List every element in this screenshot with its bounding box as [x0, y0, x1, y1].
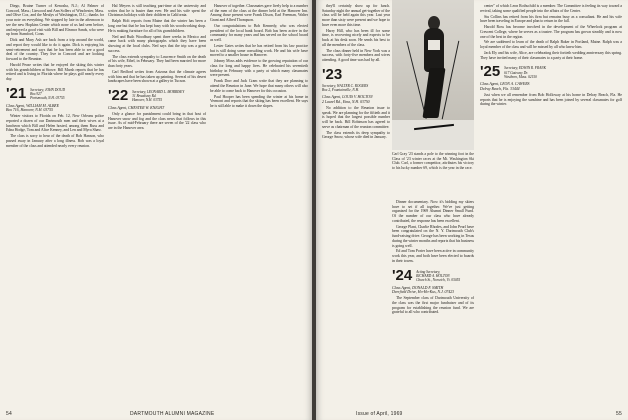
paragraph: Just when we all remember from Bob Holloway at his home in Delray Beach, Fla. He reports that he is enjoying the sunshine and has been joined by several classmates for golf during the winter.: [480, 93, 622, 107]
paragraph: they'll certainly show up for lunch. Saturday night the annual get-together of the class will be held again this year. Last year more than sixty were present and we hope to have even more this time.: [322, 4, 390, 27]
paragraph: Johnny Moss adds evidence to the growing reputation of our class for long and happy lives. He celebrated his seventieth birthday in February with a party at which many classmates were present.: [210, 59, 308, 78]
left-column-1: [6, 4, 104, 402]
left-page: [0, 0, 312, 420]
paragraph: Dick and Mary Ash are back from a trip around the world, and report they would like to do it again. Dick is enjoying his semi-retirement and says that he has been able to see a good deal of the country. They live in Concord and are looking forward to the Reunion.: [6, 38, 104, 61]
class-header-25: [480, 64, 622, 79]
skier-body: [424, 28, 444, 72]
paragraph: Our congratulations to Bob Kennedy, who was elected president of the local bank board. Bob has been active in the community for many years and has served on the school board as well.: [210, 24, 308, 43]
class-year: '25: [480, 63, 501, 81]
skier-legs: [422, 68, 445, 118]
class-year: '24: [392, 266, 413, 284]
paragraph: The class dinner held in New York was a success, with forty-five members and wives attending. A good time was had by all.: [322, 48, 390, 63]
page-number: 54: [6, 411, 12, 417]
skier-photo: [392, 0, 474, 150]
paragraph: Ned and Ruth Woodbury spent three weeks in Mexico and came back with many photographs which they have been showing at the local clubs. Ned says that the trip was a great success.: [108, 34, 206, 53]
class-year: '21: [6, 84, 27, 102]
class-secretary-info: Secretary, LEONARD L. MORRISEY 31 Broadway Rd. Hanover, N.H. 03755: [132, 90, 185, 103]
right-column-1: [322, 4, 390, 402]
issue-date-footer: Issue of April, 1969: [356, 411, 403, 417]
left-column-3: [210, 4, 308, 402]
right-column-3: [480, 4, 622, 402]
paragraph: Jack Ely and his wife, Alice, are celebrating their fortieth wedding anniversary this spring. They have invited many of their classmates to a party at their home.: [480, 51, 622, 60]
paragraph: center" of which Leon Rothschild is a member. The Committee is feeling its way toward a revival, taking some qualified people into the affairs of the Center.: [480, 4, 622, 13]
paragraph: Frank Dorr and Jack Cram write that they are planning to attend the Reunion in June. We hope that many others will also be able to come back to Hanover for this occasion.: [210, 79, 308, 93]
ski-pole: [442, 41, 460, 119]
class-header-21: [6, 86, 104, 101]
paragraph: Hal Meyers is still teaching part-time at the university and writes that he is busier than ever. He and his wife spent the Christmas holidays with their children in California.: [108, 4, 206, 18]
paragraph: Ed and Tom Porter have been active in community work this year, and both have been elected to boards in their towns.: [392, 249, 474, 263]
race-bib: [428, 40, 440, 50]
class-secretary-info: Secretary, WALTER C. ROGERS Box 2, Fountainville, N.H.: [322, 83, 369, 93]
paragraph: We are saddened to learn of the death of Ralph Baker in Portland, Maine. Ralph was a loyal member of the class and will be missed by all who knew him.: [480, 40, 622, 50]
class-secretary-info: Secretary, JOHN DOUD Box 927 Portsmouth, N.H. 03755: [30, 87, 65, 101]
paragraph: Diego, Bruine Turner of Kenosha, N.J.; Al Palmer of Concord, Mass.; Linwood and Ann Sollers of Winchester, Mass. and Olive Cox, and the Mealys of Washington, D.C.; thanks for your note on everything. We stopped by late in the afternoon to see the new Hopkins Center which none of us had seen before, and enjoyed a good visit with Bill and Eleanor Sands, who were up from Stamford, Conn.: [6, 4, 104, 37]
paragraph: Dinner documentary. Now it's bidding my skiers have to set if all together. We've just getting organized for the 1969 Alumni Dinner Small Fund. Of the number of our class who have already contributed, the response has been excellent.: [392, 200, 474, 223]
class-agent-line: Class Agent, CHESTER W. KNIGHT: [108, 106, 165, 110]
right-page: [316, 0, 628, 420]
paragraph: The class extends its deep sympathy to George Snow, whose wife died in January.: [322, 130, 390, 140]
class-agent-line: Class Agent, DONALD F. SMITH Deerfield Drive, Ho-Ho-Kus, N.J. 07423: [392, 285, 455, 295]
paragraph: The class extends sympathy to Lawrence Smith on the death of his wife, Ethel, in February. They had been married for more than forty years.: [108, 54, 206, 68]
paragraph: No addition to the Reunion issue to speak. We are planning for the fiftieth and it is hoped that the largest possible number will be back. Bill Robinson has agreed to serve as chairman of the reunion committee.: [322, 105, 390, 129]
class-agent-line: Class Agent, LOUIS V. HOLTON 2 Laurel Rd., Etna, N.H. 03750: [322, 95, 373, 104]
class-year: '23: [322, 65, 343, 83]
paragraph: Hanover of together. Classmates gave lively help to a number of the men of the class at the dinner held at the Hanover Inn. Among those present were Frank Dixon, Earl Freeman, Walter Grant and Alfred Thompson.: [210, 4, 308, 23]
paragraph: Stu Collins has retired from his firm but remains busy as a consultant. He and his wife have been traveling in Europe and plan to return in the fall.: [480, 14, 622, 24]
page-number: 55: [616, 411, 622, 417]
magazine-title-footer: DARTMOUTH ALUMNI MAGAZINE: [130, 411, 215, 417]
class-secretary-info: Acting Secretary, RICHARD A. HOLTON Church St., Norwich, Vt. 05055: [416, 269, 461, 282]
class-secretary-info: Secretary, EDWIN R. FRANK 617 Gateway Dr. Westboro, Mass. 02150: [504, 66, 546, 79]
class-agent-line: Class Agent, WILLIAM M. ALBEE Box 716, Hanover, N.H. 03755: [6, 103, 59, 113]
paragraph: Lester Gates writes that he has retired from his law practice but is still doing some consulting work. He and his wife have moved to a smaller house in Hanover.: [210, 44, 308, 58]
paragraph: Harold Ross has become involved in the development of the Wheelock program at Crescent College, where he serves as a trustee. The program has grown steadily and is now one of the best in the region.: [480, 25, 622, 39]
paragraph: Harry Hill, who has been ill for some time, is recovering nicely and expects to be back at his desk soon. He sends his best to all the members of the class.: [322, 28, 390, 47]
snow-slope: [392, 120, 474, 150]
paragraph: Ralph Holt reports from Maine that the winter has been a long one but that he has kept busy with his woodworking shop. He is making furniture for all of his grandchildren.: [108, 19, 206, 33]
paragraph: The September class of Dartmouth University of the class was the first major fundraiser and of its program for establishing the reunion fund. We are grateful to all who contributed.: [392, 296, 474, 315]
class-agent-line: Class Agent, LEON A. CAWERS Delray Beach, Fla. 33444: [480, 82, 530, 92]
paragraph: The class is sorry to hear of the death of Bob Hanson, who passed away in January after a long illness. Bob was a loyal member of the class and attended nearly every reunion.: [6, 134, 104, 148]
paragraph: Harold Pease writes that he enjoyed the skiing this winter with his grandchildren at Stowe. Bill Marsh reports that he has retired and is living in Florida where he plays golf nearly every day.: [6, 62, 104, 81]
photo-caption: Carl Gray '23 stands a pole to the winning foot in the Class of '23 winter races at the Mt. Washington Ski Club. Carl, a former competitor, attributes his victory to his lucky number 69, which is the year in the race.: [392, 152, 474, 170]
paragraph: George Plant, Charlie Rhodes, and John Pearl have been congratulated on the N. Y. Dartmouth Club's fund-raising drive. George has been working in Texas during the winter months and reports that his business is going well.: [392, 224, 474, 248]
class-header-24: [392, 268, 474, 283]
paragraph: Carl Bedford writes from Arizona that the climate agrees with him and that he has taken up painting. Several of his desert landscapes have been shown at a gallery in Tucson.: [108, 69, 206, 84]
paragraph: Paul Hooper has been spending the winter at his home in Vermont and reports that the skiing has been excellent. He says he is still able to make it down the slopes.: [210, 94, 308, 108]
class-header-22: [108, 88, 206, 103]
paragraph: Only a glance for punishment could bring in that host of Hanover snow and fog and the class news that follows in this issue. As of mid-February there are seven of the '22 class who are in the Hanover area.: [108, 111, 206, 130]
class-year: '22: [108, 87, 129, 104]
left-column-2: [108, 4, 206, 402]
class-header-23: [322, 67, 390, 92]
right-column-2: [392, 200, 474, 404]
paragraph: Winter visitors to Florida on Feb. 12, New Orleans police reported a dozen of our Dartmouth men and their wives at a luncheon which Bill and Helen hosted, among them Russ and Edna Hodge, Tom and Alice Kenney, and Len and Myra Shaw.: [6, 114, 104, 133]
